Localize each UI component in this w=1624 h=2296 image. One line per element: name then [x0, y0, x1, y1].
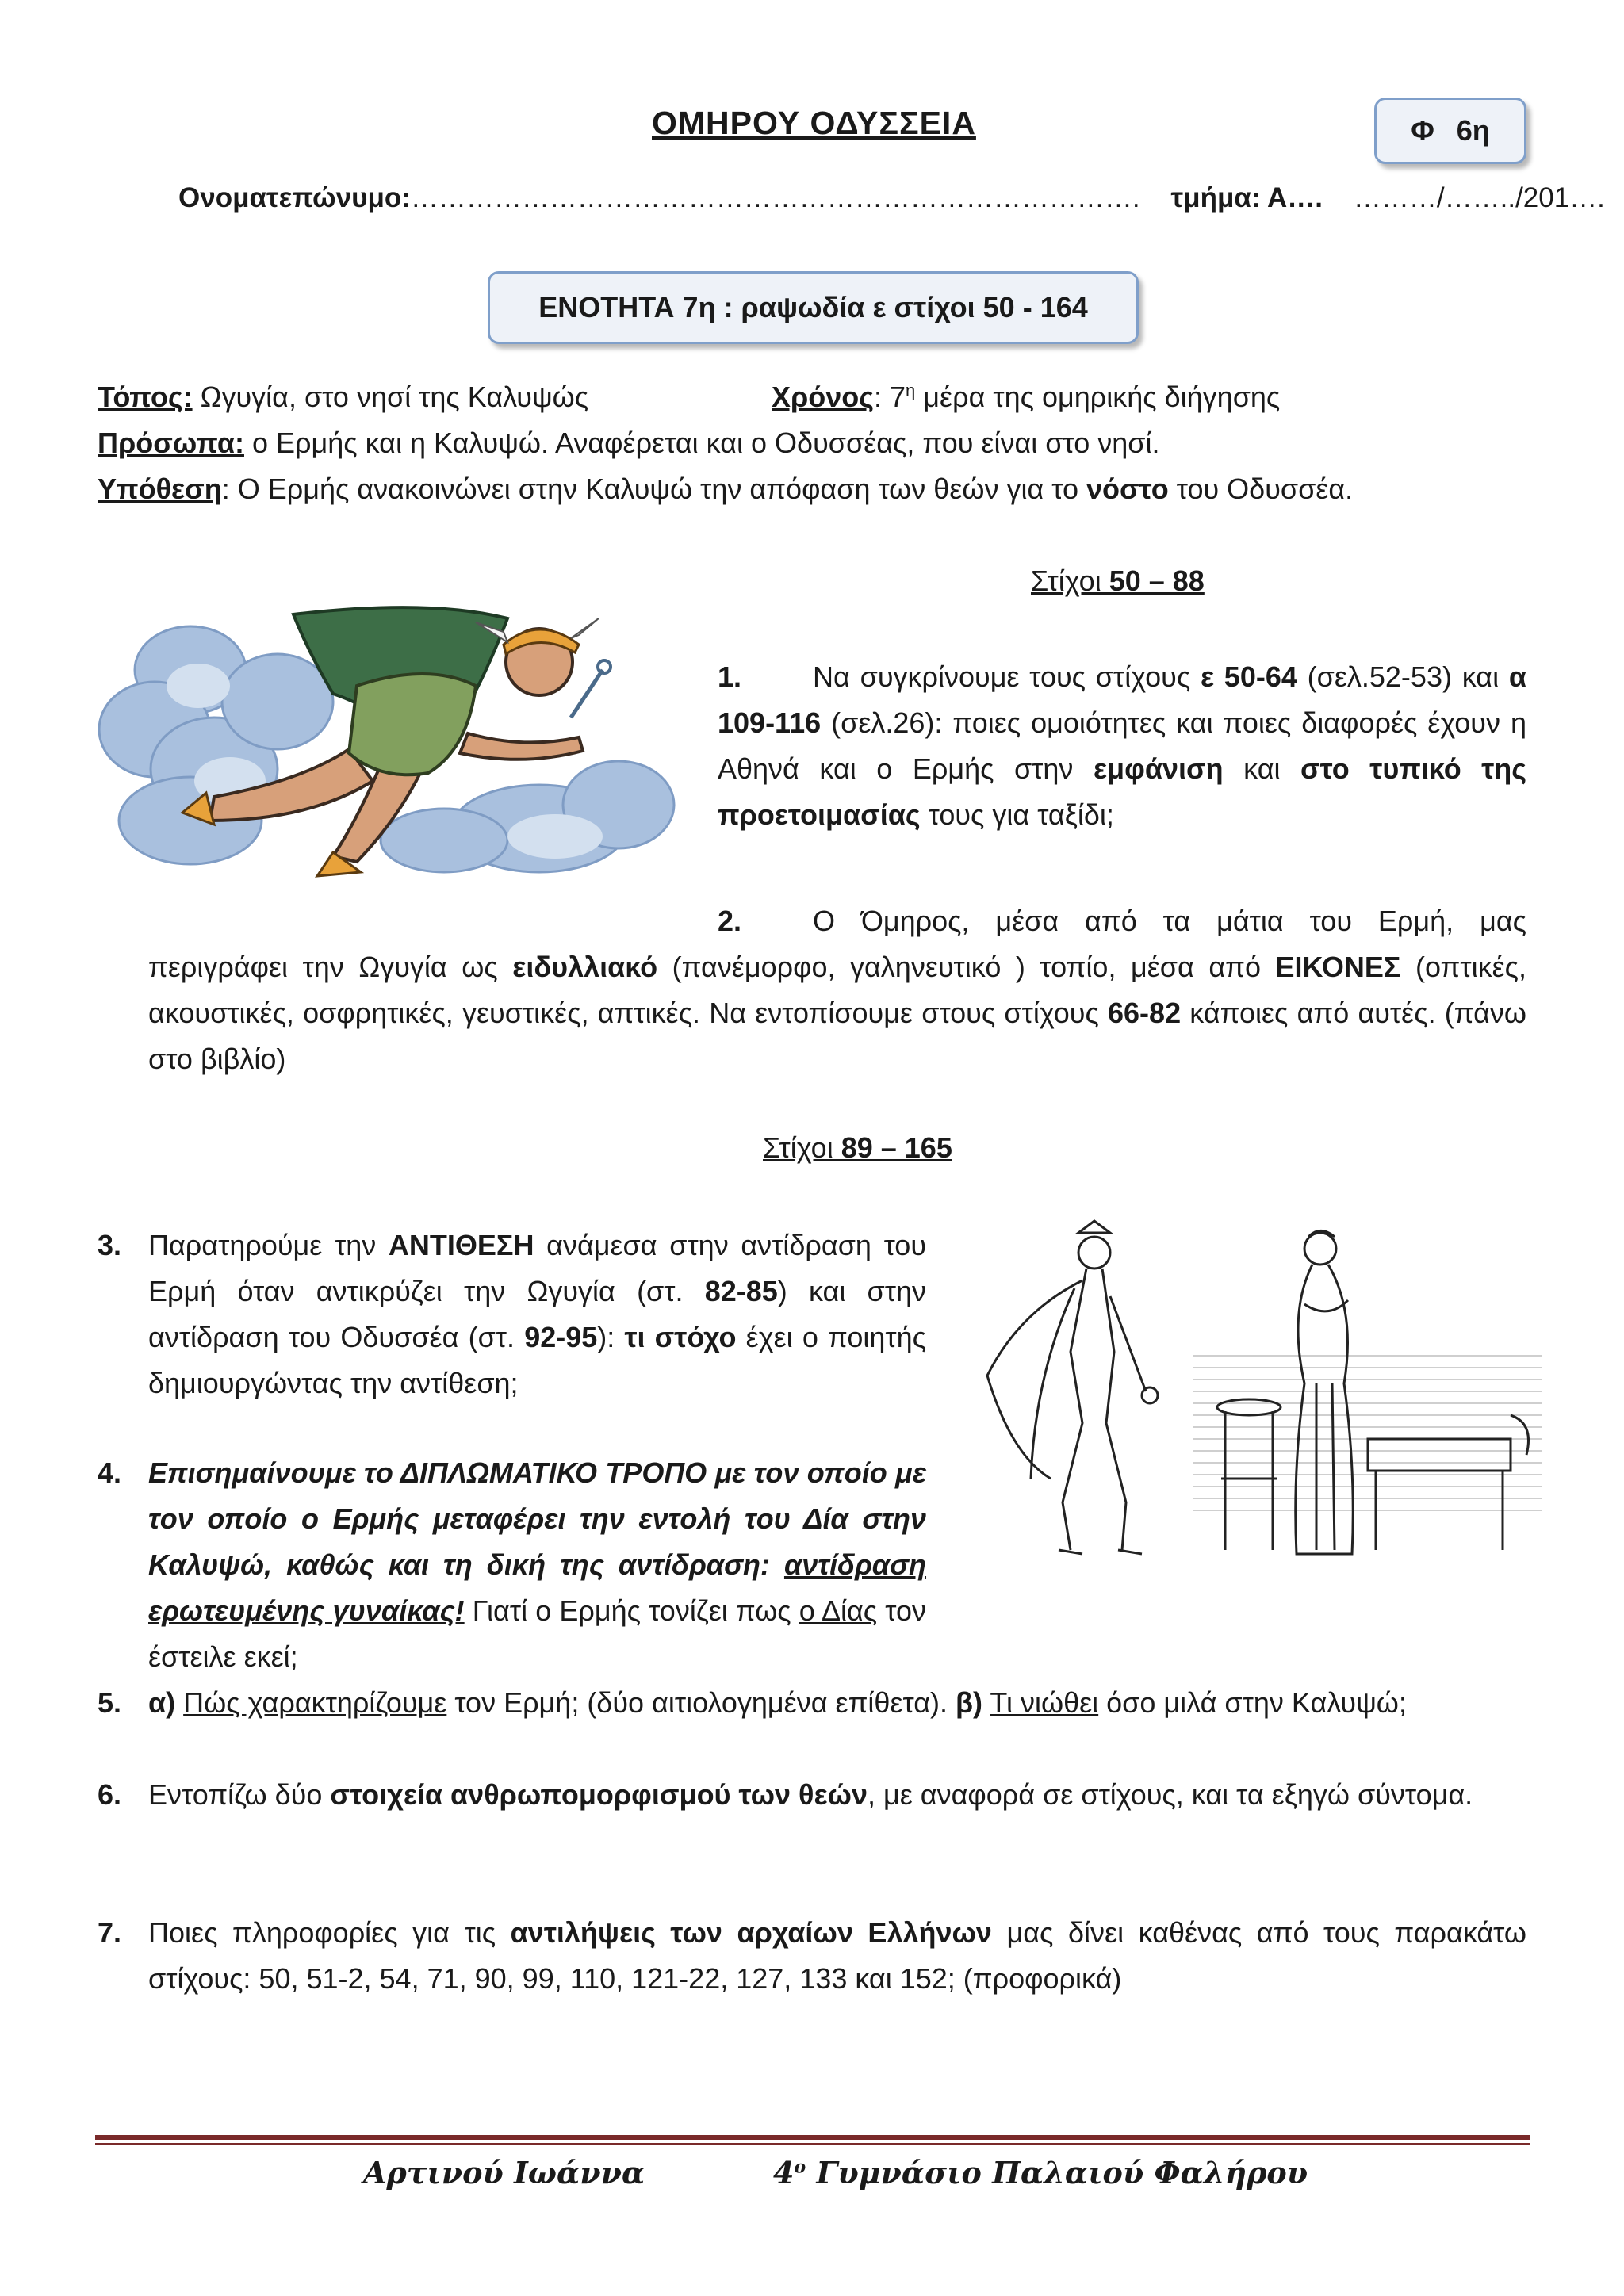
q7-text-2: μας δίνει καθένας από τους παρακάτω στίχους: 50, 51-2, 54, 71, 90, 99, 110, 121-22, 127, 133 και 152; (προφορικά) — [148, 1916, 1527, 1995]
footer-school-sup: ο — [794, 2156, 806, 2178]
q3-text-2: ανάμεσα στην αντίδραση του Ερμή όταν αντικρύζει την Ωγυγία (στ. — [148, 1229, 927, 1307]
q6-text-1: Εντοπίζω δύο — [148, 1778, 331, 1811]
q3-text-1: Παρατηρούμε την — [148, 1229, 389, 1261]
footer-rule-thin — [95, 2143, 1530, 2145]
plot-label: Υπόθεση — [98, 473, 222, 505]
q4-bold-italic-1: Επισημαίνουμε το ΔΙΠΛΩΜΑΤΙΚΟ ΤΡΟΠΟ με τον οποίο με τον οποίο ο Ερμής μεταφέρει την εντολή του Δία στην Καλυψώ, καθώς και τη δική της αντίδραση: — [148, 1456, 926, 1581]
worksheet-badge: Φ 6η — [1374, 98, 1526, 164]
q4-num: 4. — [98, 1456, 122, 1489]
section-heading-2 — [763, 1131, 952, 1165]
q1-text-3: (σελ.26): ποιες ομοιότητες και ποιες διαφορές έχουν η Αθηνά και ο Ερμής στην — [718, 706, 1526, 785]
q2-bold-2: ΕΙΚΟΝΕΣ — [1275, 951, 1401, 983]
q5-underline-1: Πώς χαρακτηρίζουμε — [183, 1686, 447, 1719]
q3-text-3: ) και στην αντίδραση του Οδυσσέα (στ. — [148, 1275, 927, 1353]
section-2-pre: Στίχοι — [763, 1131, 841, 1164]
q2-bold-1: ειδυλλιακό — [512, 951, 658, 983]
page-title: ΟΜΗΡΟΥ ΟΔΥΣΣΕΙΑ — [652, 105, 976, 141]
name-dots: ……………………………………………………………………. — [410, 182, 1140, 213]
time-line — [772, 381, 1280, 414]
plot-line — [98, 473, 1353, 506]
question-5 — [98, 1680, 1526, 1726]
q7-bold-1: αντιλήψεις των αρχαίων Ελλήνων — [510, 1916, 992, 1949]
hermes-calypso-illustration — [956, 1217, 1546, 1570]
time-sup: η — [906, 381, 916, 400]
section-heading-1 — [1031, 564, 1205, 598]
q5-bold-1: α) — [148, 1686, 176, 1719]
q5-underline-2: Τι νιώθει — [990, 1686, 1099, 1719]
question-1-number: 1. — [718, 660, 742, 693]
q2-bold-3: 66-82 — [1108, 997, 1182, 1029]
persons-line — [98, 427, 1160, 460]
time-pre: : 7 — [874, 381, 906, 413]
q3-bold-2: 82-85 — [704, 1275, 778, 1307]
section-1-range: 50 – 88 — [1109, 564, 1205, 597]
question-4-number — [98, 1450, 121, 1496]
q1-text-4: και — [1223, 752, 1301, 785]
question-6-number — [98, 1772, 121, 1818]
footer-school-pre: 4 — [773, 2155, 795, 2191]
question-6-text — [148, 1772, 1526, 1818]
hermes-flying-illustration — [95, 583, 698, 880]
footer-rule — [95, 2135, 1530, 2140]
question-7-number — [98, 1910, 121, 1956]
persons-text: ο Ερμής και η Καλυψώ. Αναφέρεται και ο Οδυσσέας, που είναι στο νησί. — [243, 427, 1160, 459]
place-text: Ωγυγία, στο νησί της Καλυψώς — [192, 381, 589, 413]
place-line — [98, 381, 588, 414]
place-label: Τόπος: — [98, 381, 193, 413]
q3-text-5: έχει ο ποιητής δημιουργώντας την αντίθεση; — [148, 1321, 926, 1399]
q5-text-1: τον Ερμή; (δύο αιτιολογημένα επίθετα). — [446, 1686, 956, 1719]
q2-first-line-text: Ο Όμηρος, μέσα από τα μάτια του Ερμή, μας — [813, 905, 1526, 937]
q6-num: 6. — [98, 1778, 122, 1811]
q2-text-2: (πανέμορφο, γαληνευτικό ) τοπίο, μέσα από — [657, 951, 1276, 983]
q7-num: 7. — [98, 1916, 122, 1949]
q1-text-5: τους για ταξίδι; — [920, 798, 1114, 831]
q2-text-3: (οπτικές, ακουστικές, οσφρητικές, γευστικές, απτικές. Να εντοπίσουμε στους στίχους — [148, 951, 1526, 1029]
q2-text-4: κάποιες από αυτές. (πάνω στο βιβλίο) — [148, 997, 1526, 1075]
q2-text-1: περιγράφει την Ωγυγία ως — [148, 951, 513, 983]
unit-title-box: ΕΝΟΤΗΤΑ 7η : ραψωδία ε στίχοι 50 - 164 — [488, 271, 1139, 344]
question-2-first-line — [718, 898, 1526, 944]
q1-bold-2: α 109-116 — [718, 660, 1526, 739]
q5-bold-2: β) — [956, 1686, 982, 1719]
question-7-text — [148, 1910, 1526, 2002]
date-blank: ………/……../201…. — [1353, 182, 1605, 213]
footer-author: Αρτινού Ιωάννα — [363, 2155, 645, 2191]
q1-text-1: Να συγκρίνουμε τους στίχους — [813, 660, 1201, 693]
class-label: τμήμα: Α…. — [1170, 182, 1323, 213]
name-line — [178, 182, 1605, 214]
time-post: μέρα της ομηρικής διήγησης — [915, 381, 1281, 413]
section-1-pre: Στίχοι — [1031, 564, 1109, 597]
q3-bold-1: ΑΝΤΙΘΕΣΗ — [388, 1229, 534, 1261]
q4-underline-1: ο Δίας — [799, 1594, 878, 1627]
q1-bold-1: ε 50-64 — [1200, 660, 1297, 693]
footer-school-post: Γυμνάσιο Παλαιού Φαλήρου — [806, 2155, 1308, 2191]
name-label: Ονοματεπώνυμο: — [178, 182, 411, 213]
footer-school — [773, 2155, 1308, 2191]
plot-text-c: του Οδυσσέα. — [1168, 473, 1354, 505]
q7-text-1: Ποιες πληροφορίες για τις — [148, 1916, 511, 1949]
q3-bold-4: τι στόχο — [624, 1321, 737, 1353]
question-3-number: 3. — [98, 1229, 122, 1261]
plot-text-b: νόστο — [1086, 473, 1169, 505]
q3-text-4: ): — [597, 1321, 625, 1353]
q3-bold-3: 92-95 — [524, 1321, 598, 1353]
q6-text-2: , με αναφορά σε στίχους, και τα εξηγώ σύντομα. — [868, 1778, 1473, 1811]
q1-bold-3: εμφάνιση — [1093, 752, 1224, 785]
q4-text-2: τον έστειλε εκεί; — [148, 1594, 927, 1673]
q4-bold-italic-2: αντίδραση ερωτευμένης γυναίκας! — [148, 1548, 926, 1627]
q5-text-2: όσο μιλά στην Καλυψώ; — [1098, 1686, 1407, 1719]
q6-bold-1: στοιχεία ανθρωπομορφισμού των θεών — [330, 1778, 868, 1811]
question-2-number: 2. — [718, 905, 742, 937]
q1-bold-4: στο τυπικό της προετοιμασίας — [718, 752, 1527, 831]
q5-num: 5. — [98, 1686, 122, 1719]
section-2-range: 89 – 165 — [841, 1131, 952, 1164]
persons-label: Πρόσωπα: — [98, 427, 244, 459]
plot-text-a: : Ο Ερμής ανακοινώνει στην Καλυψώ την απόφαση των θεών για το — [221, 473, 1087, 505]
time-label: Χρόνος — [772, 381, 875, 413]
q4-text-1: Γιατί ο Ερμής τονίζει πως — [464, 1594, 799, 1627]
q1-text-2: (σελ.52-53) και — [1297, 660, 1509, 693]
question-2-body — [148, 944, 1526, 1082]
question-1 — [718, 654, 1526, 838]
question-3-text — [148, 1223, 926, 1406]
question-4-text — [148, 1450, 926, 1680]
